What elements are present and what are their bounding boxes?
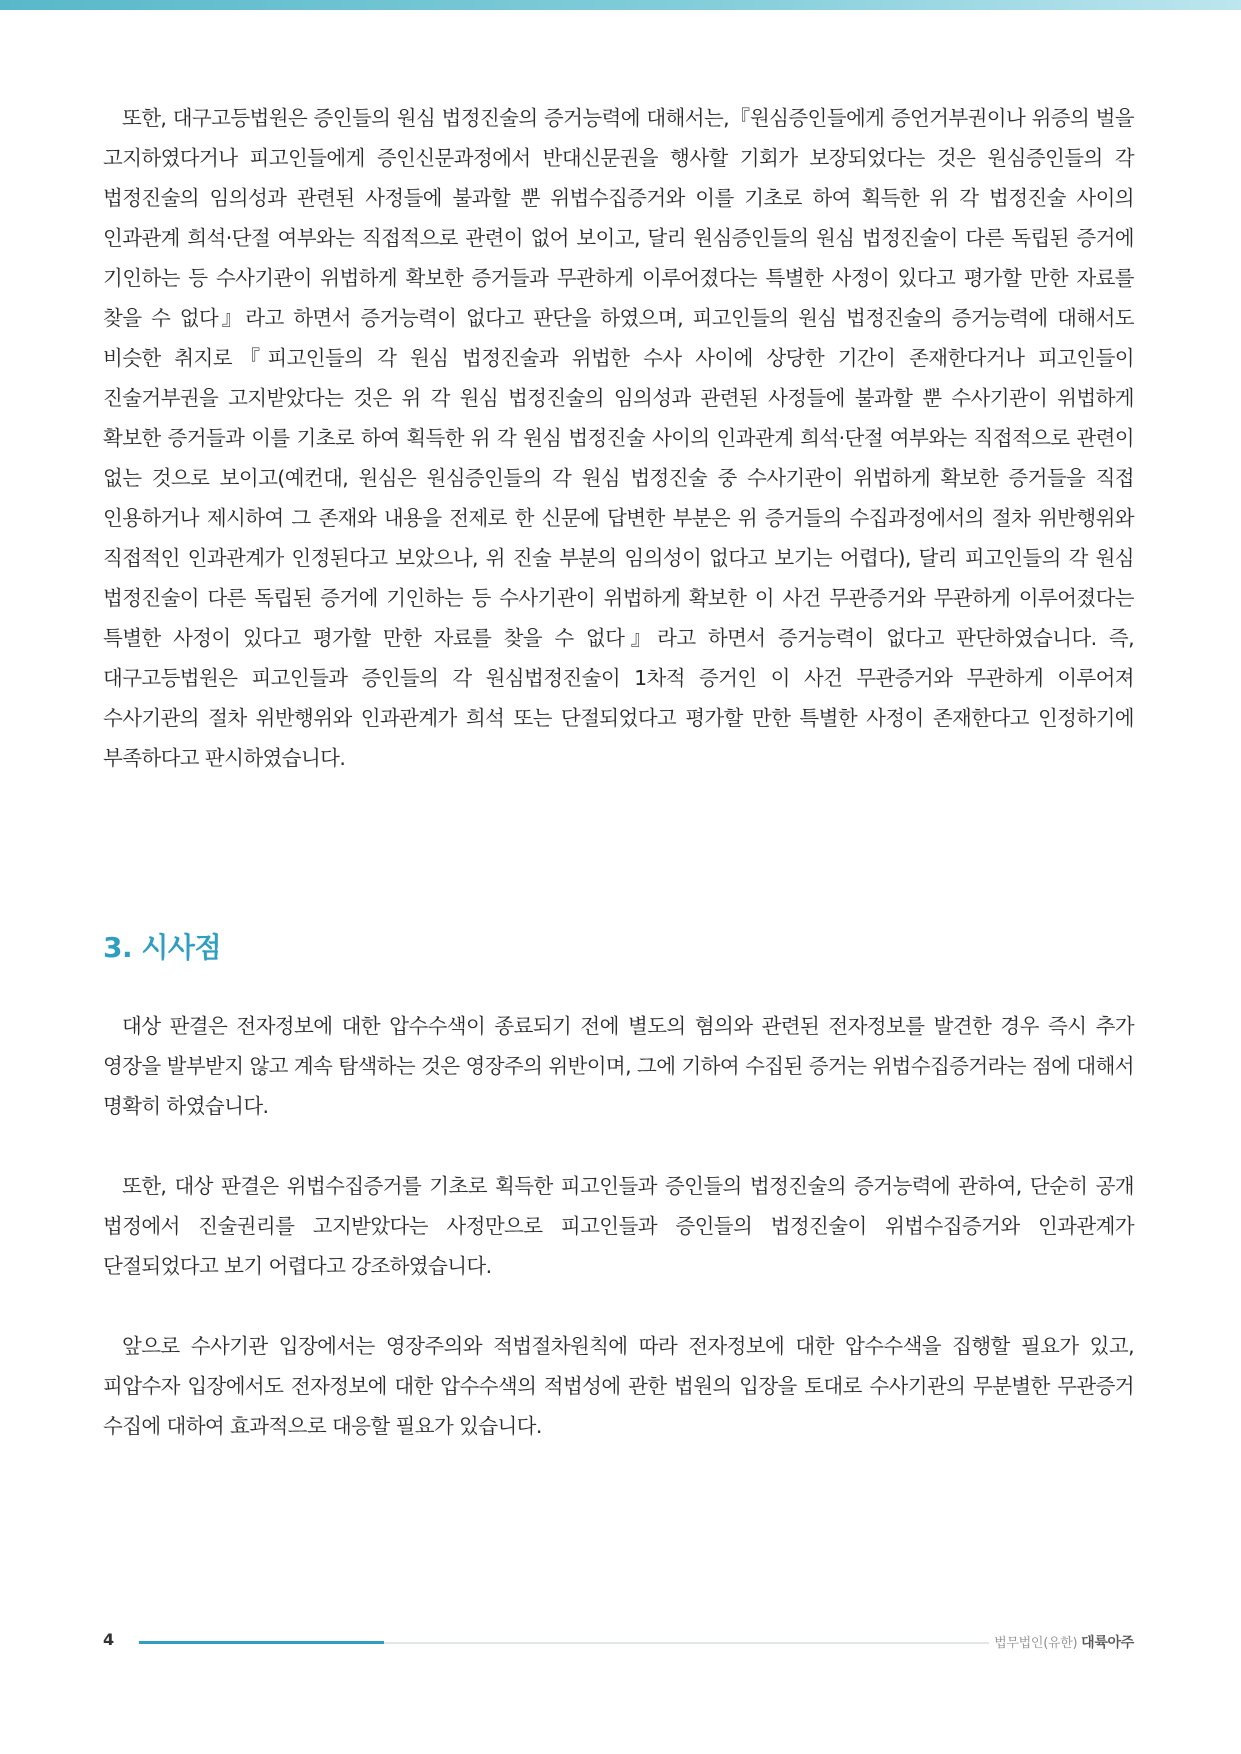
section-heading: 3. 시사점 [103,931,222,964]
page-footer [103,1630,1134,1654]
firm-name-strong: 대륙아주 [1081,1635,1134,1651]
page-number: 4 [103,1630,115,1649]
firm-prefix: 법무법인(유한) [994,1636,1082,1651]
body-paragraph-1: 또한, 대구고등법원은 증인들의 원심 법정진술의 증거능력에 대해서는,『원심증인들에게 증언거부권이나 위증의 벌을 고지하였다거나 피고인들에게 증인신문과정에서 반대신문권을 행사할 기회가 보장되었다는 것은 원심증인들의 각 법정진술의 임의성과 관련된 사정들에 불과할 뿐 위법수집증거와 이를 기초로 하여 획득한 위 각 법정진술 사이의 인과관계 희석·단절 여부와는 직접적으로 관련이 없어 보이고, 달리 원심증인들의 원심 법정진술이 다른 독립된 증거에 기인하는 등 수사기관이 위법하게 확보한 증거들과 무관하게 이루어졌다는 특별한 사정이 있다고 평가할 만한 자료를 찾을 수 없다』라고 하면서 증거능력이 없다고 판단을 하였으며, 피고인들의 원심 법정진술의 증거능력에 대해서도 비슷한 취지로『피고인들의 각 원심 법정진술과 위법한 수사 사이에 상당한 기간이 존재한다거나 피고인들이 진술거부권을 고지받았다는 것은 위 각 원심 법정진술의 임의성과 관련된 사정들에 불과할 뿐 수사기관이 위법하게 확보한 증거들과 이를 기초로 하여 획득한 위 각 원심 법정진술 사이의 인과관계 희석·단절 여부와는 직접적으로 관련이 없는 것으로 보이고(예컨대, 원심은 원심증인들의 각 원심 법정진술 중 수사기관이 위법하게 확보한 증거들을 직접 인용하거나 제시하여 그 존재와 내용을 전제로 한 신문에 답변한 부분은 위 증거들의 수집과정에서의 절차 위반행위와 직접적인 인과관계가 인정된다고 보았으나, 위 진술 부분의 임의성이 없다고 보기는 어렵다), 달리 피고인들의 각 원심 법정진술이 다른 독립된 증거에 기인하는 등 수사기관이 위법하게 확보한 이 사건 무관증거와 무관하게 이루어졌다는 특별한 사정이 있다고 평가할 만한 자료를 찾을 수 없다』라고 하면서 증거능력이 없다고 판단하였습니다. 즉, 대구고등법원은 피고인들과 증인들의 각 원심법정진술이 1차적 증거인 이 사건 무관증거와 무관하게 이루어져 수사기관의 절차 위반행위와 인과관계가 희석 또는 단절되었다고 평가할 만한 특별한 사정이 존재한다고 인정하기에 부족하다고 판시하였습니다. [103,106,1134,770]
footer-divider-accent [139,1641,384,1644]
body-paragraph-2: 대상 판결은 전자정보에 대한 압수수색이 종료되기 전에 별도의 혐의와 관련된 전자정보를 발견한 경우 즉시 추가 영장을 발부받지 않고 계속 탐색하는 것은 영장주의 위반이며, 그에 기하여 수집된 증거는 위법수집증거라는 점에 대해서 명확히 하였습니다. [103,1014,1134,1118]
firm-name [994,1632,1134,1652]
top-accent-bar [0,0,1241,10]
body-paragraph-4: 앞으로 수사기관 입장에서는 영장주의와 적법절차원칙에 따라 전자정보에 대한 압수수색을 집행할 필요가 있고, 피압수자 입장에서도 전자정보에 대한 압수수색의 적법성에 관한 법원의 입장을 토대로 수사기관의 무분별한 무관증거 수집에 대하여 효과적으로 대응할 필요가 있습니다. [103,1334,1134,1438]
body-paragraph-3: 또한, 대상 판결은 위법수집증거를 기초로 획득한 피고인들과 증인들의 법정진술의 증거능력에 관하여, 단순히 공개 법정에서 진술권리를 고지받았다는 사정만으로 피고인들과 증인들의 법정진술이 위법수집증거와 인과관계가 단절되었다고 보기 어렵다고 강조하였습니다. [103,1174,1134,1278]
